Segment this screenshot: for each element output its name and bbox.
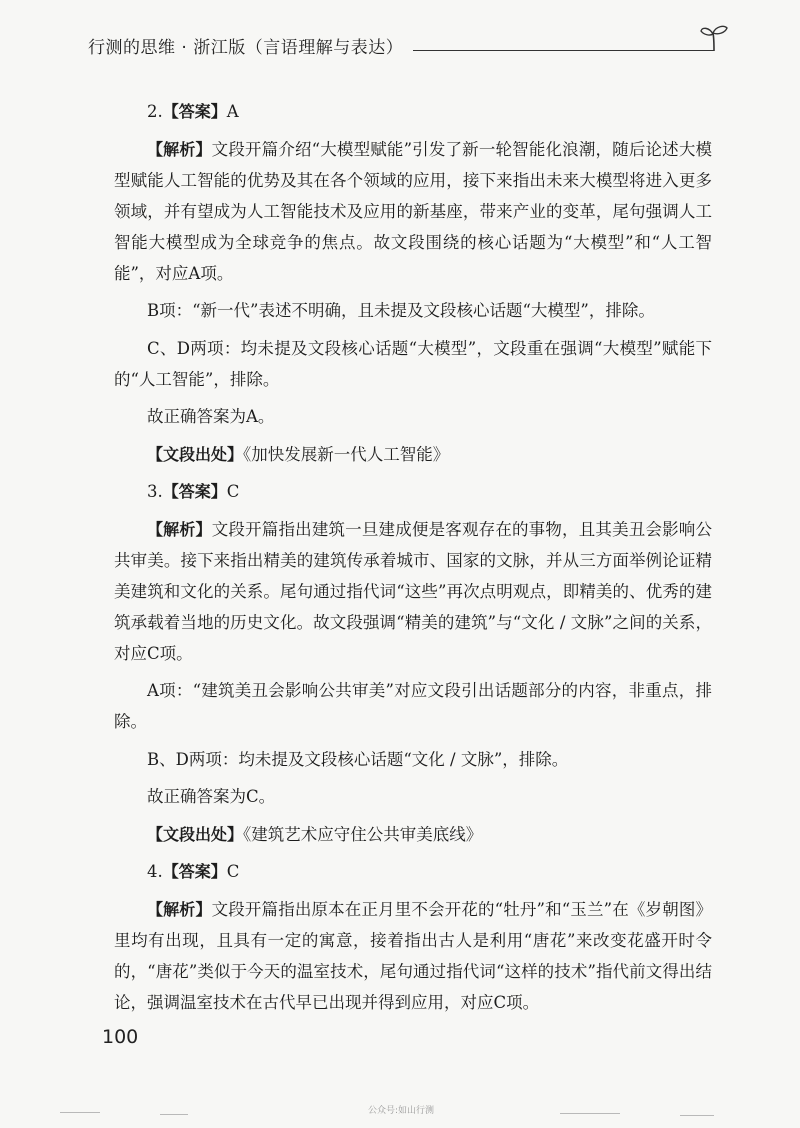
q4-answer-line: [114, 856, 712, 887]
q2-source-title: 《加快发展新一代人工智能》: [243, 444, 450, 464]
q3-option-bd: B、D两项：均未提及文段核心话题“文化 / 文脉”，排除。: [147, 749, 569, 769]
sprout-icon: [698, 24, 730, 52]
q2-analysis: [114, 134, 712, 289]
q4-answer-value: C: [226, 862, 240, 881]
q3-answer-value: C: [226, 482, 240, 501]
answer-label: 【答案】: [162, 862, 227, 881]
q2-analysis-text: 文段开篇介绍“大模型赋能”引发了新一轮智能化浪潮，随后论述大模型赋能人工智能的优势及其在各个领域的应用，接下来指出未来大模型将进入更多领域，并有望成为人工智能技术及应用的新基座，带来产业的变革，尾句强调人工智能大模型成为全球竞争的焦点。故文段围绕的核心话题为“大模型”和“人工智能”，对应A项。: [114, 139, 712, 283]
header-rule: [413, 50, 714, 51]
running-header: [88, 30, 714, 60]
q3-analysis: [114, 514, 712, 669]
q2-number: 2.: [147, 102, 163, 121]
q3-answer-line: [114, 476, 712, 507]
scan-speck: [60, 1112, 100, 1113]
q4-analysis: [114, 894, 712, 1018]
answer-label: 【答案】: [162, 482, 227, 501]
header-title: 行测的思维 · 浙江版（言语理解与表达）: [88, 37, 404, 58]
page-number: 100: [102, 1026, 139, 1048]
q2-option-cd: C、D两项：均未提及文段核心话题“大模型”，文段重在强调“大模型”赋能下的“人工智能”，排除。: [114, 338, 712, 389]
scan-speck: [680, 1115, 714, 1116]
q3-source: [114, 819, 712, 850]
scan-speck: [160, 1114, 188, 1115]
q4-number: 4.: [147, 862, 163, 881]
q2-answer-line: [114, 96, 712, 127]
analysis-label: 【解析】: [147, 519, 212, 539]
source-label: 【文段出处】: [147, 824, 244, 844]
q3-number: 3.: [147, 482, 163, 501]
answer-content: [114, 96, 712, 1024]
q3-source-title: 《建筑艺术应守住公共审美底线》: [243, 824, 483, 844]
q2-conclusion: 故正确答案为A。: [147, 407, 275, 426]
q2-option-b: B项：“新一代”表述不明确，且未提及文段核心话题“大模型”，排除。: [147, 301, 655, 320]
q3-analysis-text: 文段开篇指出建筑一旦建成便是客观存在的事物，且其美丑会影响公共审美。接下来指出精美的建筑传承着城市、国家的文脉，并从三方面举例论证精美建筑和文化的关系。尾句通过指代词“这些”再次点明观点，即精美的、优秀的建筑承载着当地的历史文化。故文段强调“精美的建筑”与“文化 / 文脉”之间的关系，对应C项。: [114, 519, 712, 663]
analysis-label: 【解析】: [147, 139, 212, 159]
q2-source: [114, 439, 712, 470]
analysis-label: 【解析】: [147, 899, 212, 919]
footer-stamp: 公众号:如山行测: [368, 1106, 435, 1116]
q3-conclusion: 故正确答案为C。: [147, 787, 276, 806]
answer-label: 【答案】: [162, 102, 227, 121]
q2-answer-value: A: [226, 102, 239, 121]
scan-speck: [560, 1113, 620, 1114]
source-label: 【文段出处】: [147, 444, 244, 464]
q4-analysis-text: 文段开篇指出原本在正月里不会开花的“牡丹”和“玉兰”在《岁朝图》里均有出现，且具有一定的寓意，接着指出古人是利用“唐花”来改变花盛开时令的，“唐花”类似于今天的温室技术，尾句通过指代词“这样的技术”指代前文得出结论，强调温室技术在古代早已出现并得到应用，对应C项。: [114, 899, 712, 1012]
q3-option-a: A项：“建筑美丑会影响公共审美”对应文段引出话题部分的内容，非重点，排除。: [114, 681, 712, 731]
